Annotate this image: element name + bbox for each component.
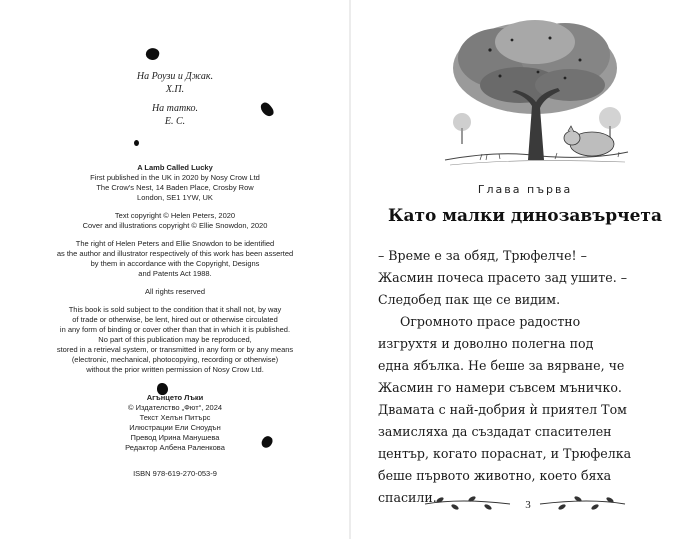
credit-line: London, SE1 1YW, UK	[137, 193, 213, 202]
chapter-label: Глава първа	[477, 183, 573, 196]
text-line: Следобед пак ще се видим.	[378, 292, 561, 307]
credit-line: Превод Ирина Манушева	[130, 433, 220, 442]
dedication-line: На татко.	[151, 103, 199, 114]
copyright-credits	[30, 163, 320, 375]
text-line: център, когато пораснат, и Трюфелка	[378, 446, 632, 461]
credit-line: No part of this publication may be reproduced,	[98, 335, 252, 344]
tree-illustration	[440, 10, 630, 170]
credit-line: Text copyright © Helen Peters, 2020	[114, 211, 236, 220]
text-line: изгрухтя и доволно полегна под	[378, 336, 594, 351]
text-line: Огромното прасе радостно	[400, 314, 581, 329]
isbn: ISBN 978-619-270-053-9	[133, 469, 217, 478]
text-line: Жасмин почеса прасето зад ушите. –	[378, 270, 628, 285]
credit-line: by them in accordance with the Copyright, Designs	[90, 259, 260, 268]
credit-line: The Crow's Nest, 14 Baden Place, Crosby Row	[96, 183, 254, 192]
page-number: 3	[525, 499, 531, 511]
credit-line: Cover and illustrations copyright © Ellie Snowdon, 2020	[82, 221, 268, 230]
credit-line: of trade or otherwise, be lent, hired out or otherwise circulated	[72, 315, 278, 324]
text-line: Жасмин го намери съвсем мъничко.	[378, 380, 622, 395]
right-page	[350, 0, 700, 539]
text-line: спасили.	[378, 490, 437, 505]
dedication-line: Е. С.	[164, 116, 186, 127]
dedication-line: На Роузи и Джак.	[136, 71, 214, 82]
chapter-title: Като малки динозавърчета	[388, 206, 662, 226]
ink-blot	[134, 140, 139, 146]
credit-line: First published in the UK in 2020 by Nosy Crow Ltd	[90, 173, 260, 182]
credit-line: The right of Helen Peters and Ellie Snowdon to be identified	[75, 239, 275, 248]
text-line: една ябълка. Не беше за вярване, че	[378, 358, 625, 373]
credit-line: in any form of binding or cover other than that in which it is published.	[59, 325, 291, 334]
credit-line: and Patents Act 1988.	[138, 269, 212, 278]
credit-line: stored in a retrieval system, or transmitted in any form or by any means	[56, 345, 294, 354]
chapter-body	[378, 245, 678, 509]
dedication-illustrator	[0, 102, 350, 128]
credit-line: without the prior written permission of Nosy Crow Ltd.	[86, 365, 264, 374]
credit-line: as the author and illustrator respectively of this work has been asserted	[56, 249, 294, 258]
original-title: A Lamb Called Lucky	[137, 163, 213, 172]
credit-line: Текст Хелън Питърс	[139, 413, 211, 422]
dedication-authors	[0, 70, 350, 96]
dedication-line: Х.П.	[165, 84, 185, 95]
credit-line: (electronic, mechanical, photocopying, recording or otherwise)	[71, 355, 279, 364]
credit-line: Илюстрации Ели Сноудън	[129, 423, 221, 432]
bulgarian-title: Агънцето Лъки	[146, 393, 204, 402]
credit-line: All rights reserved	[144, 287, 206, 296]
credit-line: This book is sold subject to the condition that it shall not, by way	[68, 305, 282, 314]
text-line: Двамата с най-добрия ѝ приятел Том	[378, 402, 627, 417]
ink-blot	[144, 46, 160, 62]
text-line: беше първото животно, което бяха	[378, 468, 612, 483]
bulgarian-credits	[30, 393, 320, 453]
credit-line: © Издателство „Фют“, 2024	[127, 403, 223, 412]
text-line: замисляха да създадат спасителен	[378, 424, 612, 439]
text-line: – Време е за обяд, Трюфелче! –	[378, 248, 587, 263]
credit-line: Редактор Албена Раленкова	[125, 443, 225, 452]
